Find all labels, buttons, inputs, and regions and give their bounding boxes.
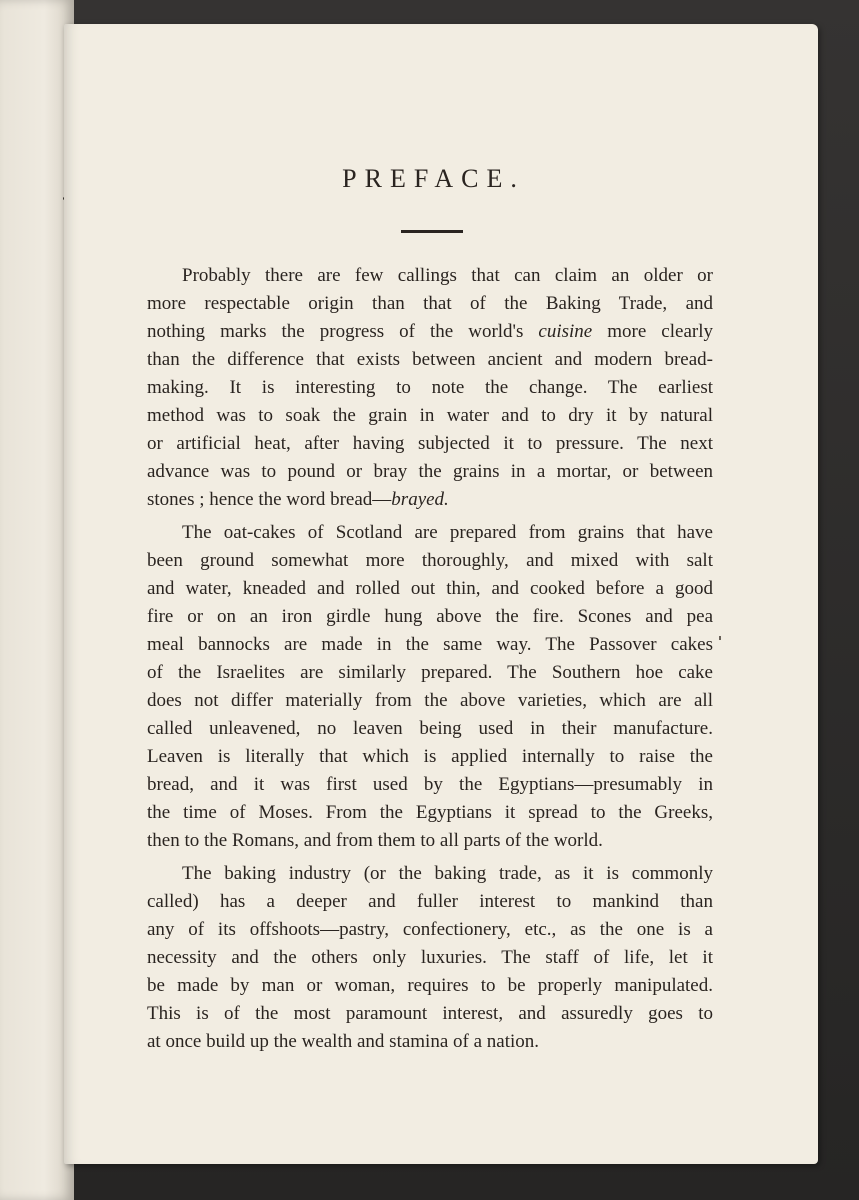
paragraph	[147, 860, 713, 1056]
ink-speck	[719, 636, 721, 640]
text-line: any of its offshoots—pastry, confectionery, etc., as the one is a	[147, 919, 713, 940]
text-line: making. It is interesting to note the change. The earliest	[147, 377, 713, 398]
text-line: The oat-cakes of Scotland are prepared from grains that have	[182, 522, 713, 543]
text-line: the time of Moses. From the Egyptians it spread to the Greeks,	[147, 802, 713, 823]
text-line: meal bannocks are made in the same way. The Passover cakes	[147, 634, 713, 655]
text-line: nothing marks the progress of the world's cuisine more clearly	[147, 321, 713, 342]
text-line: of the Israelites are similarly prepared. The Southern hoe cake	[147, 662, 713, 683]
text-line: The baking industry (or the baking trade, as it is commonly	[182, 863, 713, 884]
text-line: does not differ materially from the above varieties, which are all	[147, 690, 713, 711]
text-line: and water, kneaded and rolled out thin, and cooked before a good	[147, 578, 713, 599]
text-line: Probably there are few callings that can claim an older or	[182, 265, 713, 286]
paragraph	[147, 519, 713, 855]
text-line: This is of the most paramount interest, and assuredly goes to	[147, 1003, 713, 1024]
text-line: called unleavened, no leaven being used in their manufacture.	[147, 718, 713, 739]
text-line: be made by man or woman, requires to be properly manipulated.	[147, 975, 713, 996]
italic-word: brayed.	[391, 489, 449, 510]
text-line: been ground somewhat more thoroughly, and mixed with salt	[147, 550, 713, 571]
text-line: method was to soak the grain in water and to dry it by natural	[147, 405, 713, 426]
text-line: fire or on an iron girdle hung above the fire. Scones and pea	[147, 606, 713, 627]
text-line: called) has a deeper and fuller interest to mankind than	[147, 891, 713, 912]
preface-body	[147, 262, 713, 1056]
italic-word: cuisine	[538, 321, 593, 342]
text-line: bread, and it was first used by the Egyptians—presumably in	[147, 774, 713, 795]
text-line: or artificial heat, after having subjected it to pressure. The next	[147, 433, 713, 454]
text-line: necessity and the others only luxuries. The staff of life, let it	[147, 947, 713, 968]
text-line: then to the Romans, and from them to all parts of the world.	[147, 830, 603, 851]
text-line: at once build up the wealth and stamina of a nation.	[147, 1031, 540, 1052]
text-line: more respectable origin than that of the Baking Trade, and	[147, 293, 713, 314]
text-line: Leaven is literally that which is applied internally to raise the	[147, 746, 713, 767]
text-line: than the difference that exists between ancient and modern bread-	[147, 349, 713, 370]
text-line: stones ; hence the word bread—brayed.	[147, 489, 449, 510]
text-line: advance was to pound or bray the grains in a mortar, or between	[147, 461, 713, 482]
page-title: PREFACE.	[342, 164, 525, 193]
paragraph	[147, 262, 713, 514]
title-rule	[401, 230, 463, 233]
